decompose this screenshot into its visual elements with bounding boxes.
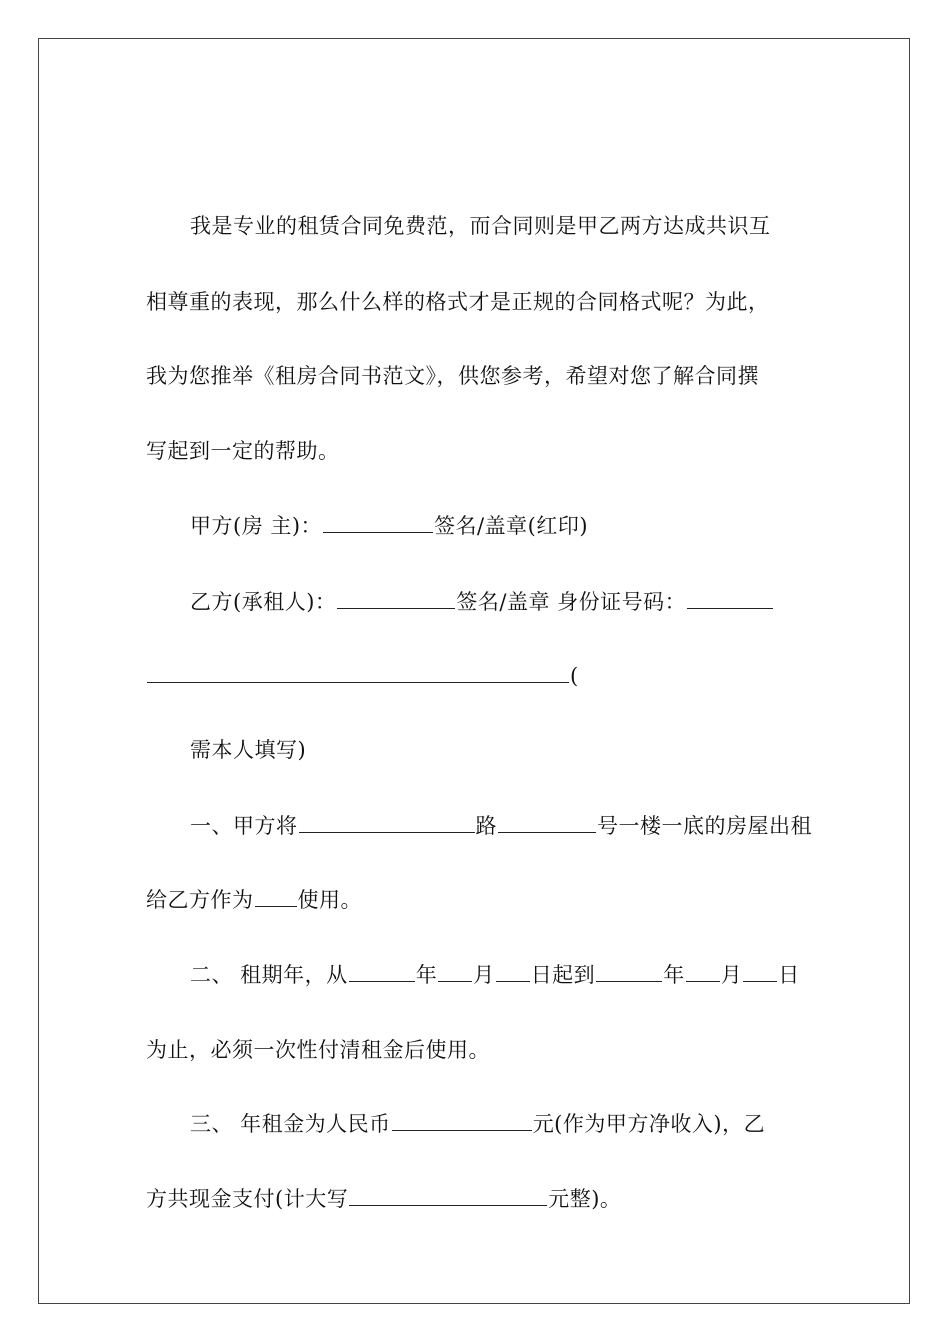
start-month-blank[interactable]: [438, 961, 472, 982]
month-label: 月: [473, 963, 495, 987]
clause-1-text-d: 给乙方作为: [146, 888, 254, 912]
year-label-2: 年: [663, 963, 685, 987]
party-b-blank[interactable]: [337, 588, 455, 609]
start-day-blank[interactable]: [496, 961, 530, 982]
clause-3-text-c: 方共现金支付(计大写: [146, 1187, 349, 1211]
party-a-label: 甲方(房 主)：: [190, 514, 323, 538]
party-b-label: 乙方(承租人)：: [190, 590, 337, 614]
end-month-blank[interactable]: [686, 961, 720, 982]
day-from-label: 日起到: [530, 963, 596, 987]
year-label: 年: [415, 963, 438, 987]
end-year-blank[interactable]: [596, 961, 662, 982]
clause-2-line-1: [190, 961, 800, 989]
clause-2-line-2: 为止，必须一次性付清租金后使用。: [146, 1038, 490, 1062]
clause-1-text-a: 一、甲方将: [190, 814, 298, 838]
party-a-sign: 签名/盖章(红印): [434, 514, 589, 538]
clause-3-text-d: 元整)。: [548, 1187, 622, 1211]
usage-blank[interactable]: [255, 886, 297, 907]
intro-line-1: 我是专业的租赁合同免费范，而合同则是甲乙两方达成共识互: [190, 214, 771, 238]
intro-line-3: 我为您推举《租房合同书范文》，供您参考，希望对您了解合同撰: [146, 364, 759, 388]
clause-2-text-a: 二、 租期年，从: [190, 963, 348, 987]
clause-1-text-e: 使用。: [297, 888, 362, 912]
clause-3-text-a: 三、 年租金为人民币: [190, 1112, 391, 1136]
paren-open: (: [570, 664, 579, 688]
road-blank[interactable]: [299, 812, 475, 833]
clause-3-text-b: 元(作为甲方净收入)，乙: [532, 1112, 766, 1136]
id-number-line: [146, 662, 579, 690]
month-label-2: 月: [720, 963, 743, 987]
intro-line-4: 写起到一定的帮助。: [146, 439, 340, 463]
party-a-line: [190, 512, 588, 540]
day-label: 日: [778, 963, 800, 987]
intro-line-2: 相尊重的表现，那么什么样的格式才是正规的合同格式呢？为此，: [146, 290, 770, 314]
id-number-blank-1[interactable]: [687, 588, 773, 609]
clause-1-text-c: 号一楼一底的房屋出租: [597, 814, 812, 838]
clause-1-line-1: [190, 812, 812, 840]
party-b-note: 需本人填写): [190, 738, 307, 762]
rent-amount-blank[interactable]: [392, 1110, 532, 1131]
party-a-blank[interactable]: [323, 512, 433, 533]
number-blank[interactable]: [498, 812, 596, 833]
end-day-blank[interactable]: [743, 961, 777, 982]
clause-3-line-1: [190, 1110, 765, 1138]
party-b-sign: 签名/盖章 身份证号码：: [456, 590, 687, 614]
party-b-line: [190, 588, 774, 616]
clause-1-line-2: [146, 886, 362, 914]
id-number-blank-2[interactable]: [147, 662, 569, 683]
start-year-blank[interactable]: [349, 961, 415, 982]
clause-3-line-2: [146, 1185, 621, 1213]
clause-1-text-b: 路: [475, 814, 497, 838]
rent-uppercase-blank[interactable]: [349, 1185, 547, 1206]
